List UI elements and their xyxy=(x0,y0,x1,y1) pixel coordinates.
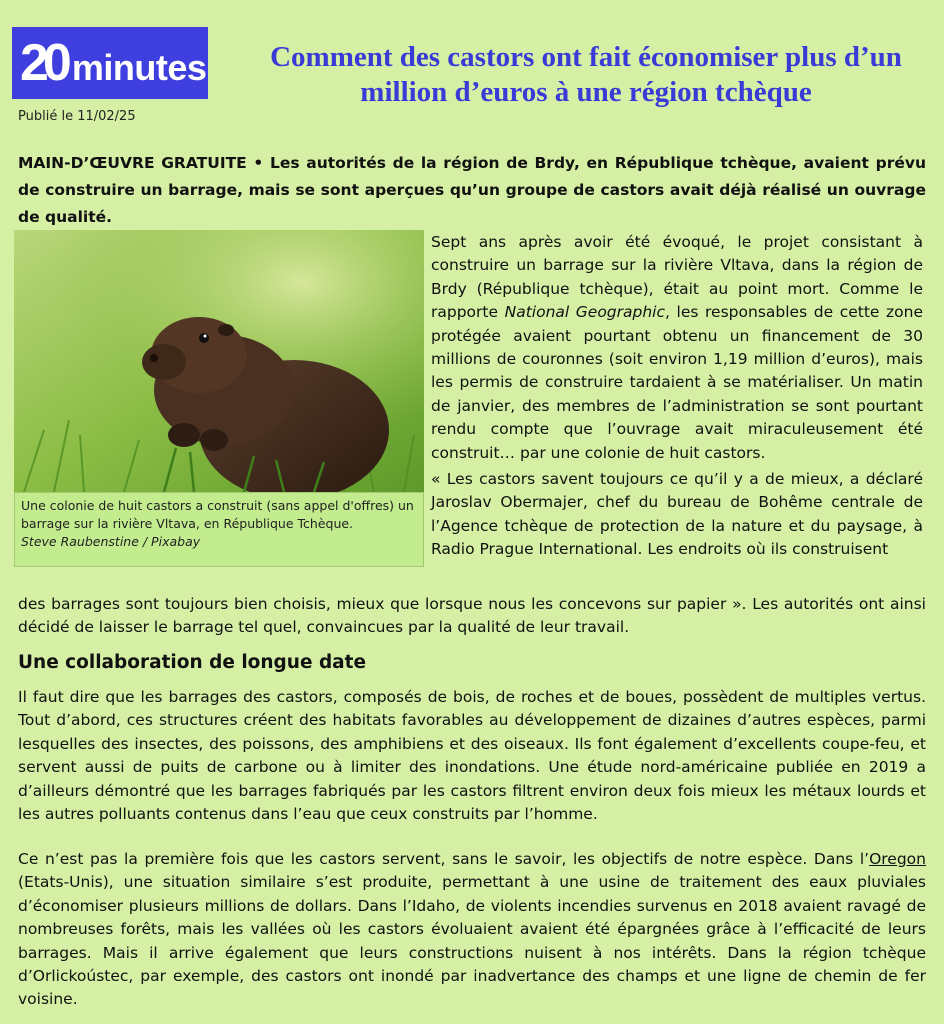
article-column-right xyxy=(431,231,923,565)
source-name: National Geographic xyxy=(504,303,666,322)
paragraph-2-end: des barrages sont toujours bien choisis, mieux que lorsque nous les concevons sur papier ». Les autorités ont ainsi décidé de laisser le barrage tel quel, convaincues par la qualité de leur travail. xyxy=(18,595,926,637)
paragraph-1-start: Sept ans après avoir été évoqué, le projet consistant à construire un barrage sur la rivière Vltava, dans la région de Brdy (République tchèque), était au point mort. Comme le rapporte xyxy=(431,233,923,322)
photo-credit: Steve Raubenstine / Pixabay xyxy=(21,534,201,549)
oregon-link[interactable]: Oregon xyxy=(869,850,926,868)
logo-number: 20 xyxy=(20,34,66,92)
photo-caption xyxy=(14,492,424,567)
paragraph-3: Il faut dire que les barrages des castors, composés de bois, de roches et de boues, possèdent de multiples vertus. Tout d’abord, ces structures créent des habitats favorables au développement de dizaines d’autres espèces, parmi lesquelles des insectes, des poissons, des amphibiens et des oiseaux. Ils font également d’excellents coupe-feu, et servent aussi de puits de carbone ou à limiter des inondations. Une étude nord-américaine publiée en 2019 a d’ailleurs démontré que les barrages fabriqués par les castors filtrent environ deux fois mieux les métaux lourds et les autres polluants contenus dans l’eau que ceux construits par l’homme. xyxy=(18,688,926,824)
beaver-photo xyxy=(14,230,424,492)
article-lead xyxy=(18,150,926,231)
paragraph-1-end: , les responsables de cette zone protégée avaient pourtant obtenu un financement de 30 millions de couronnes (soit environ 1,19 million d’euros), mais les permis de construire tardaient à se matérialiser. Un matin de janvier, des membres de l’administration se sont pourtant rendu compte que l’ouvrage avait miraculeusement été construit… par une colonie de huit castors. xyxy=(431,303,923,462)
publication-date: Publié le 11/02/25 xyxy=(18,109,136,124)
caption-text: Une colonie de huit castors a construit (sans appel d'offres) un barrage sur la rivière Vltava, en République Tchèque. xyxy=(21,498,414,531)
lead-text: Les autorités de la région de Brdy, en République tchèque, avaient prévu de construire un barrage, mais se sont aperçues qu’un groupe de castors avait déjà réalisé un ouvrage de qualité. xyxy=(18,154,927,226)
paragraph-1 xyxy=(431,231,923,465)
section-subheading: Une collaboration de longue date xyxy=(18,652,367,673)
paragraph-4-end: (Etats-Unis), une situation similaire s’est produite, permettant à une usine de traitement des eaux pluviales d’économiser plusieurs millions de dollars. Dans l’Idaho, de violents incendies survenus en 2018 avaient ravagé de nombreuses forêts, mais les vallées où les castors évoluaient avaient été épargnées grâce à l’efficacité de leurs barrages. Mais il arrive également que leurs constructions nuisent à nos intérêts. Dans la région tchèque d’Orlickoústec, par exemple, des castors ont inondé par inadvertance des champs et une ligne de chemin de fer voisine. xyxy=(18,873,926,1009)
paragraph-4 xyxy=(18,848,926,1012)
paragraph-2-start: « Les castors savent toujours ce qu’il y a de mieux, a déclaré Jaroslav Obermajer, chef du bureau de Bohême centrale de l’Agence tchèque de protection de la nature et du paysage, à Radio Prague International. Les endroits où ils construisent xyxy=(431,470,923,559)
beaver-photo-illustration xyxy=(14,230,424,492)
article-headline: Comment des castors ont fait économiser plus d’un million d’euros à une région tchèque xyxy=(270,41,902,108)
logo-word: minutes xyxy=(71,47,207,88)
lead-kicker: MAIN-D’ŒUVRE GRATUITE • xyxy=(18,154,264,172)
20minutes-logo[interactable] xyxy=(12,27,208,99)
paragraph-4-start: Ce n’est pas la première fois que les castors servent, sans le savoir, les objectifs de notre espèce. Dans l’ xyxy=(18,850,870,868)
